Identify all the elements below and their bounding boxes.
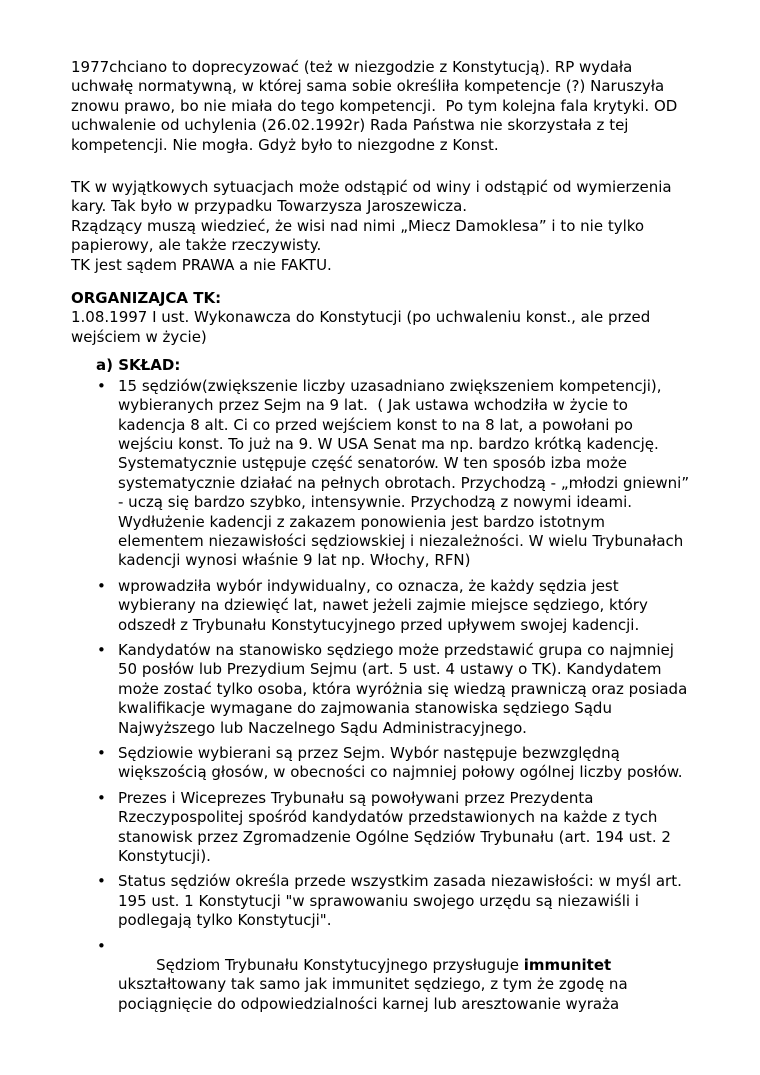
bullet-immunity-text-after: ukształtowany tak samo jak immunitet sędziego, z tym że zgodę na pociągnięcie do odpowiedzialności karnej lub aresztowanie wyraża [118, 956, 633, 1013]
tk-paragraph-3: TK jest sądem PRAWA a nie FAKTU. [71, 255, 332, 274]
tk-paragraph-1: TK w wyjątkowych sytuacjach może odstąpić od winy i odstąpić od wymierzenia kary. Tak było w przypadku Towarzysza Jaroszewicza. [71, 178, 677, 216]
sklad-heading: a) SKŁAD: [96, 356, 181, 375]
bullet-individual-election: • wprowadziła wybór indywidualny, co oznacza, że każdy sędzia jest wybierany na dziewięć lat, nawet jeżeli zajmie miejsce sędziego, który odszedł z Trybunału Konstytucyjnego przed upływem swojej kadencji. [71, 577, 691, 635]
document-content [71, 58, 694, 1040]
bullet-president-appointment: • Prezes i Wiceprezes Trybunału są powoływani przez Prezydenta Rzeczypospolitej spośród kandydatów przedstawionych na każde z tych stanowisk przez Zgromadzenie Ogólne Sędziów Trybunału (art. 194 ust. 2 Konstytucji). [71, 789, 691, 867]
bullet-sejm-election: • Sędziowie wybierani są przez Sejm. Wybór następuje bezwzględną większością głosów, w obecności co najmniej połowy ogólnej liczby posłów. [71, 744, 691, 783]
tk-paragraph-block [71, 178, 691, 275]
organization-heading: ORGANIZAJCA TK: [71, 289, 222, 308]
bullet-immunity [71, 937, 691, 1034]
intro-paragraph: 1977chciano to doprecyzować (też w niezgodzie z Konstytucją). RP wydała uchwałę normatywną, w której sama sobie określiła kompetencje (?) Naruszyła znowu prawo, bo nie miała do tego kompetencji. Po tym kolejna fala krytyki. OD uchwalenie od uchylenia (26.02.1992r) Rada Państwa nie skorzystała z tej kompetencji. Nie mogła. Gdyż było to niezgodne z Konst. [71, 58, 683, 154]
bullet-judges-count: • 15 sędziów(zwiększenie liczby uzasadniano zwiększeniem kompetencji), wybieranych przez Sejm na 9 lat. ( Jak ustawa wchodziła w życie to kadencja 8 alt. Ci co przed wejściem konst to na 8 lat, a powołani po wejściu konst. To już na 9. W USA Senat ma np. bardzo krótką kadencję. Systematycznie ustępuje część senatorów. W ten sposób izba może systematycznie działać na pełnych obrotach. Przychodzą - „młodzi gniewni” - uczą się bardzo szybko, intensywnie. Przychodzą z nowymi ideami. Wydłużenie kadencji z zakazem ponowienia jest bardzo istotnym elementem niezawisłości sędziowskiej i niezależności. W wielu Trybunałach kadencji wynosi właśnie 9 lat np. Włochy, RFN) [71, 377, 691, 571]
organization-subtitle: 1.08.1997 I ust. Wykonawcza do Konstytucji (po uchwaleniu konst., ale przed wejściem w życie) [71, 308, 656, 346]
bullet-candidates: • Kandydatów na stanowisko sędziego może przedstawić grupa co najmniej 50 posłów lub Prezydium Sejmu (art. 5 ust. 4 ustawy o TK). Kandydatem może zostać tylko osoba, która wyróżnia się wiedzą prawniczą oraz posiada kwalifikacje wymagane do zajmowania stanowiska sędziego Sądu Najwyższego lub Naczelnego Sądu Administracyjnego. [71, 641, 691, 738]
tk-paragraph-2: Rządzący muszą wiedzieć, że wisi nad nimi „Miecz Damoklesa” i to nie tylko papierowy, ale także rzeczywisty. [71, 216, 649, 255]
bullet-immunity-text-before: Sędziom Trybunału Konstytucyjnego przysługuje [156, 956, 524, 975]
bullet-immunity-bold-word: immunitet [523, 956, 612, 975]
bullet-judge-status: • Status sędziów określa przede wszystkim zasada niezawisłości: w myśl art. 195 ust. 1 Konstytucji "w sprawowaniu swojego urzędu są niezawiśli i podlegają tylko Konstytucji". [71, 872, 691, 930]
sklad-bullet-list [71, 376, 694, 1034]
